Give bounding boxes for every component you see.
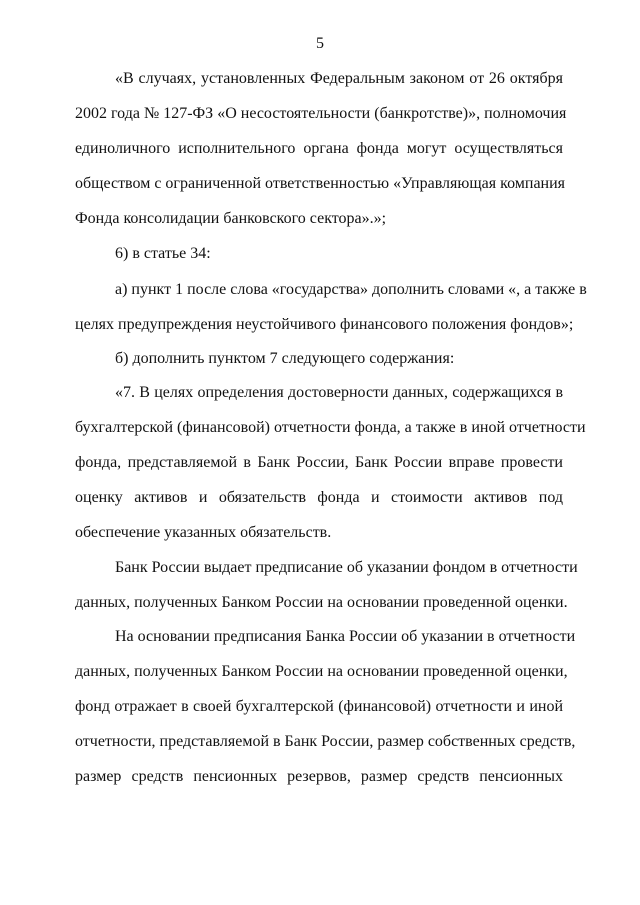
text-line: данных, полученных Банком России на основании проведенной оценки. (75, 594, 568, 611)
text-line: фонда, представляемой в Банк России, Банк России вправе провести (75, 454, 563, 471)
text-line: бухгалтерской (финансовой) отчетности фонда, а также в иной отчетности (75, 419, 586, 436)
text-line: 2002 года № 127-ФЗ «О несостоятельности (банкротстве)», полномочия (75, 105, 567, 122)
text-line: 6) в статье 34: (115, 245, 211, 262)
text-line: данных, полученных Банком России на основании проведенной оценки, (75, 663, 568, 680)
text-line: б) дополнить пунктом 7 следующего содержания: (115, 350, 455, 367)
text-line: единоличного исполнительного органа фонда могут осуществляться (75, 140, 563, 157)
text-line: а) пункт 1 после слова «государства» дополнить словами «, а также в (115, 281, 587, 298)
text-line: На основании предписания Банка России об указании в отчетности (115, 628, 576, 645)
text-line: фонд отражает в своей бухгалтерской (финансовой) отчетности и иной (75, 698, 563, 715)
text-line: оценку активов и обязательств фонда и стоимости активов под (75, 489, 563, 506)
page-number: 5 (316, 35, 324, 52)
text-line: размер средств пенсионных резервов, размер средств пенсионных (75, 768, 563, 785)
text-line: целях предупреждения неустойчивого финансового положения фондов»; (75, 316, 574, 333)
text-line: «В случаях, установленных Федеральным законом от 26 октября (115, 70, 563, 87)
text-line: «7. В целях определения достоверности данных, содержащихся в (115, 384, 563, 401)
text-line: обеспечение указанных обязательств. (75, 524, 332, 541)
text-line: Банк России выдает предписание об указании фондом в отчетности (115, 559, 578, 576)
text-line: отчетности, представляемой в Банк России, размер собственных средств, (75, 733, 576, 750)
text-line: Фонда консолидации банковского сектора».»; (75, 210, 387, 227)
text-line: обществом с ограниченной ответственностью «Управляющая компания (75, 175, 566, 192)
